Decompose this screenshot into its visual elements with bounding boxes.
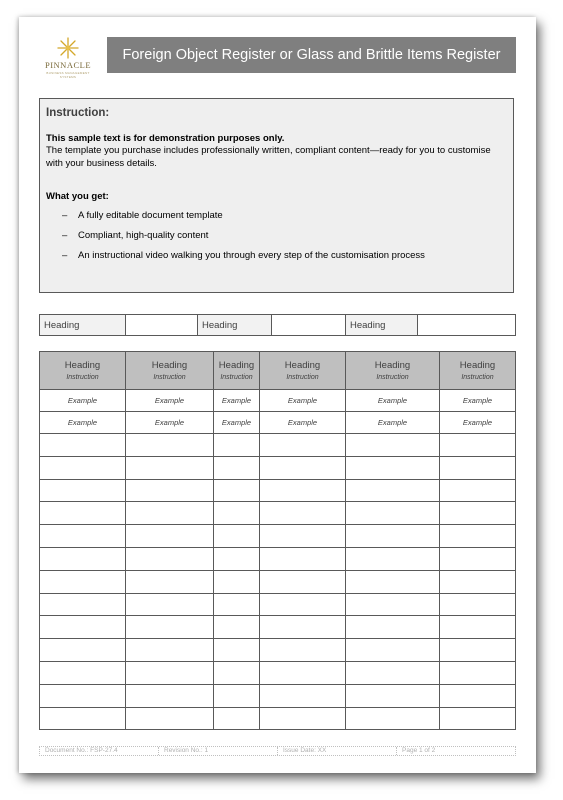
table-cell[interactable] [260, 456, 346, 479]
column-instruction: Instruction [66, 374, 99, 381]
table-cell[interactable] [126, 616, 214, 639]
table-cell[interactable] [346, 479, 440, 502]
table-cell[interactable] [440, 502, 516, 525]
instruction-box [39, 98, 514, 293]
column-header [440, 352, 516, 390]
logo-tagline: BUSINESS MANAGEMENT SYSTEMS [46, 71, 90, 79]
list-item [46, 230, 507, 250]
column-heading: Heading [151, 360, 188, 371]
column-heading: Heading [218, 360, 255, 371]
table-cell[interactable] [214, 434, 260, 457]
table-cell[interactable] [40, 616, 126, 639]
bullet-text: A fully editable document template [78, 210, 223, 221]
table-cell[interactable] [346, 525, 440, 548]
header-field-label: Heading [198, 315, 272, 336]
table-cell[interactable]: Example [440, 412, 516, 434]
table-row [40, 661, 516, 684]
table-cell[interactable] [260, 570, 346, 593]
table-cell[interactable] [40, 707, 126, 730]
table-cell[interactable]: Example [126, 412, 214, 434]
table-cell[interactable] [214, 525, 260, 548]
table-cell[interactable]: Example [346, 412, 440, 434]
column-header [40, 352, 126, 390]
column-heading: Heading [64, 360, 101, 371]
column-instruction: Instruction [153, 374, 186, 381]
header-field-value[interactable] [272, 315, 346, 336]
header-field-value[interactable] [418, 315, 516, 336]
column-instruction: Instruction [376, 374, 409, 381]
table-header-row [40, 352, 516, 390]
table-cell[interactable] [440, 434, 516, 457]
table-cell[interactable] [260, 707, 346, 730]
table-cell[interactable] [440, 639, 516, 662]
table-cell[interactable] [126, 570, 214, 593]
table-cell[interactable] [126, 707, 214, 730]
table-cell[interactable] [40, 525, 126, 548]
table-cell[interactable] [126, 434, 214, 457]
table-cell[interactable] [260, 434, 346, 457]
table-cell[interactable] [440, 616, 516, 639]
table-row [40, 707, 516, 730]
table-cell[interactable] [126, 547, 214, 570]
table-cell[interactable] [40, 434, 126, 457]
company-logo [43, 37, 93, 89]
table-cell[interactable] [440, 479, 516, 502]
table-cell[interactable]: Example [260, 412, 346, 434]
table-cell[interactable] [126, 456, 214, 479]
dash-bullet: – [62, 230, 68, 241]
table-cell[interactable] [214, 456, 260, 479]
column-instruction: Instruction [461, 374, 494, 381]
table-cell[interactable] [346, 434, 440, 457]
benefit-list [46, 210, 507, 270]
table-row [40, 412, 516, 434]
document-title: Foreign Object Register or Glass and Brittle Items Register [107, 37, 516, 73]
table-cell[interactable] [126, 661, 214, 684]
column-instruction: Instruction [286, 374, 319, 381]
instruction-heading: Instruction: [46, 107, 110, 119]
table-cell[interactable] [40, 502, 126, 525]
table-cell[interactable] [440, 661, 516, 684]
table-cell[interactable] [346, 661, 440, 684]
document-footer [39, 746, 516, 756]
table-cell[interactable] [126, 684, 214, 707]
table-cell[interactable] [260, 684, 346, 707]
table-cell[interactable] [40, 684, 126, 707]
table-cell[interactable] [346, 502, 440, 525]
table-cell[interactable]: Example [40, 412, 126, 434]
table-cell[interactable] [126, 502, 214, 525]
table-row [40, 593, 516, 616]
table-row [40, 456, 516, 479]
footer-issue-date: Issue Date: XX [278, 747, 397, 755]
column-instruction: Instruction [220, 374, 253, 381]
table-cell[interactable] [40, 570, 126, 593]
table-cell[interactable] [260, 547, 346, 570]
table-cell[interactable] [40, 547, 126, 570]
instruction-notice: This sample text is for demonstration purposes only. [46, 133, 285, 144]
logo-name: PINNACLE [44, 60, 92, 70]
table-row [40, 684, 516, 707]
table-cell[interactable] [40, 456, 126, 479]
document-page [19, 17, 536, 773]
table-cell[interactable] [440, 525, 516, 548]
table-cell[interactable] [346, 639, 440, 662]
table-cell[interactable] [214, 684, 260, 707]
table-cell[interactable] [346, 456, 440, 479]
table-cell[interactable] [346, 593, 440, 616]
header-fields-row [40, 315, 516, 336]
table-cell[interactable] [40, 639, 126, 662]
column-header [214, 352, 260, 390]
bullet-text: An instructional video walking you through every step of the customisation process [78, 250, 425, 261]
table-cell[interactable] [214, 502, 260, 525]
header-fields-table [39, 314, 516, 336]
table-cell[interactable] [214, 547, 260, 570]
register-table [39, 351, 516, 730]
header-field-value[interactable] [126, 315, 198, 336]
table-cell[interactable]: Example [126, 390, 214, 412]
table-cell[interactable] [126, 525, 214, 548]
table-cell[interactable] [214, 479, 260, 502]
table-cell[interactable]: Example [214, 412, 260, 434]
table-cell[interactable] [260, 639, 346, 662]
table-cell[interactable] [126, 593, 214, 616]
what-you-get-heading: What you get: [46, 191, 109, 202]
table-cell[interactable] [260, 502, 346, 525]
table-cell[interactable] [260, 661, 346, 684]
footer-page-number: Page 1 of 2 [402, 747, 436, 754]
table-row [40, 525, 516, 548]
header-field-label: Heading [40, 315, 126, 336]
table-cell[interactable]: Example [40, 390, 126, 412]
table-cell[interactable] [260, 525, 346, 548]
table-cell[interactable] [346, 616, 440, 639]
table-row [40, 547, 516, 570]
table-cell[interactable] [260, 616, 346, 639]
table-cell[interactable] [214, 661, 260, 684]
footer-revision-no: Revision No.: 1 [159, 747, 278, 755]
table-cell[interactable] [214, 616, 260, 639]
table-cell[interactable] [346, 707, 440, 730]
table-row [40, 502, 516, 525]
table-cell[interactable]: Example [260, 390, 346, 412]
footer-document-no: Document No.: FSP-27.4 [40, 747, 159, 755]
table-cell[interactable] [440, 707, 516, 730]
table-row [40, 570, 516, 593]
table-row [40, 479, 516, 502]
column-heading: Heading [459, 360, 496, 371]
column-heading: Heading [284, 360, 321, 371]
column-header [260, 352, 346, 390]
table-cell[interactable]: Example [346, 390, 440, 412]
table-cell[interactable] [214, 639, 260, 662]
table-cell[interactable] [440, 547, 516, 570]
table-row [40, 639, 516, 662]
table-cell[interactable] [214, 707, 260, 730]
table-cell[interactable] [126, 479, 214, 502]
table-cell[interactable] [440, 456, 516, 479]
dash-bullet: – [62, 250, 68, 261]
table-row [40, 616, 516, 639]
table-row [40, 434, 516, 457]
list-item [46, 210, 507, 230]
table-cell[interactable] [440, 684, 516, 707]
table-cell[interactable] [440, 593, 516, 616]
table-cell[interactable] [346, 570, 440, 593]
table-row [40, 390, 516, 412]
table-cell[interactable] [40, 593, 126, 616]
table-cell[interactable] [260, 593, 346, 616]
dash-bullet: – [62, 210, 68, 221]
table-cell[interactable] [346, 684, 440, 707]
column-heading: Heading [374, 360, 411, 371]
column-header [126, 352, 214, 390]
table-cell[interactable] [214, 570, 260, 593]
table-cell[interactable] [346, 547, 440, 570]
list-item [46, 250, 507, 270]
table-cell[interactable] [126, 639, 214, 662]
table-cell[interactable] [214, 593, 260, 616]
column-header [346, 352, 440, 390]
table-cell[interactable] [440, 570, 516, 593]
header-field-label: Heading [346, 315, 418, 336]
table-cell[interactable]: Example [440, 390, 516, 412]
table-cell[interactable] [40, 661, 126, 684]
table-cell[interactable] [40, 479, 126, 502]
table-cell[interactable]: Example [214, 390, 260, 412]
star-burst-icon [57, 37, 79, 59]
bullet-text: Compliant, high-quality content [78, 230, 209, 241]
table-cell[interactable] [260, 479, 346, 502]
instruction-body: The template you purchase includes professionally written, compliant content—ready for you to customise with your business details. [46, 145, 491, 169]
